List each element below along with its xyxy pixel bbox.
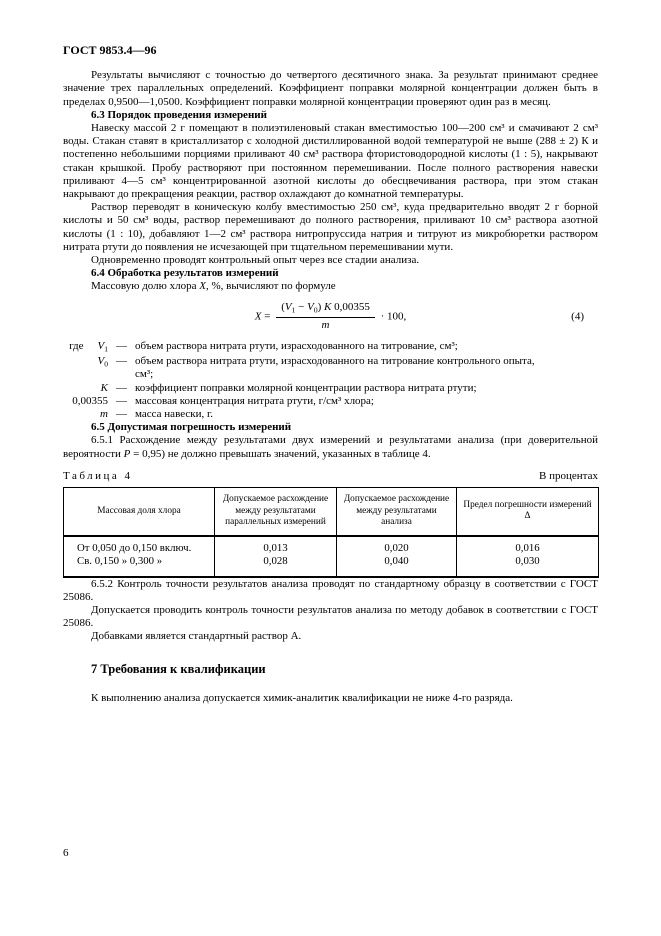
table-value: 0,013: [263, 541, 288, 554]
text-run: , %, вычисляют по формуле: [205, 280, 336, 293]
equals-sign: =: [264, 310, 271, 323]
table-row: От 0,050 до 0,150 включ.: [77, 541, 192, 554]
table-value: 0,020: [384, 541, 409, 554]
section-heading-6-3: 6.3 Порядок проведения измерений: [91, 108, 267, 121]
definition-text: масса навески, г.: [135, 408, 213, 421]
dash: —: [116, 394, 127, 407]
formula-lhs: X: [254, 310, 262, 323]
dash: —: [116, 339, 127, 352]
subscript: 1: [104, 344, 108, 354]
definition-term-group: [42, 382, 108, 395]
dash: —: [116, 381, 127, 394]
paragraph-6-4-intro: [63, 280, 598, 293]
text-run: −: [295, 300, 308, 313]
paragraph-6-3-1: Навеску массой 2 г помещают в полиэтиленовый стакан вместимостью 100—200 см³ и смачивают 2 см³ воды. Стакан ставят в кристаллизатор с холодной дистиллированной водой температурой не выше (288 ± 2) К и постепенно небольшими порциями приливают 40 см³ раствора фтористоводородной кислоты (1 : 5), накрывают стакан крышкой. Пробу растворяют при постоянном перемешивании. После полного растворения навески приливают 4—5 см³ концентрированной азотной кислоты до обесцвечивания раствора, при этом стакан накрывают до прекращения реакции, раствор охлаждают до комнатной температуры.: [63, 122, 598, 201]
paragraph-6-5-1: [63, 434, 598, 460]
table-body-row: [64, 536, 599, 577]
definition-row: [42, 382, 598, 395]
definition-term-group: [42, 395, 108, 408]
paragraph-6-5-2: 6.5.2 Контроль точности результатов анализа проводят по стандартному образцу в соответствии с ГОСТ 25086.: [63, 577, 598, 603]
formula-denominator: m: [321, 319, 330, 332]
paragraph-6-5-4: Добавками является стандартный раствор А.: [91, 630, 302, 643]
text-run: объем раствора нитрата ртути, израсходованного на титрование контрольного опыта,: [135, 355, 535, 368]
definition-term-group: [42, 355, 108, 371]
variable-v1: V: [284, 300, 292, 313]
paragraph-6-5-3: Допускается проводить контроль точности результатов анализа по методу добавок в соответствии с ГОСТ 25086.: [63, 604, 598, 630]
section-heading-7: 7 Требования к квалификации: [91, 661, 266, 676]
table-value: 0,040: [384, 555, 409, 568]
definition-row: [42, 340, 598, 356]
variable-x: X: [199, 280, 206, 293]
page-number: 6: [63, 847, 69, 859]
table-cell-parallel: [215, 536, 337, 577]
column-header-analysis-discrepancy: Допускаемое расхождение между результатами анализа: [337, 488, 457, 536]
definition-text: объем раствора нитрата ртути, израсходованного на титрование, см³;: [135, 339, 458, 352]
table-value: 0,030: [515, 555, 540, 568]
definition-term-group: [42, 340, 108, 356]
column-header-parallel-discrepancy: Допускаемое расхождение между результатами параллельных измерений: [215, 488, 337, 536]
text-run: см³;: [135, 368, 154, 381]
definition-term: V: [97, 339, 105, 352]
formula: [63, 301, 598, 333]
column-header-mass-fraction: Массовая доля хлора: [64, 488, 215, 536]
definition-text: массовая концентрация нитрата ртути, г/см³ хлора;: [135, 394, 374, 407]
table-caption: [63, 470, 598, 483]
subscript: 1: [291, 305, 296, 315]
paragraph-6-3-2: Раствор переводят в коническую колбу вместимостью 250 см³, куда предварительно вводят 2 г борной кислоты и 50 см³ воды, раствор перемешивают до полного растворения, приливают 10 см³ раствора азотной кислоты (1 : 10), добавляют 1—2 см³ раствора нитропруссида натрия и титруют из микробюретки раствором нитрата ртути до появления не исчезающей при тщательном перемешивании мути.: [63, 201, 598, 253]
formula-fraction: [276, 301, 375, 333]
dash: —: [116, 355, 127, 368]
definition-term: V: [97, 355, 105, 368]
definition-text: [135, 355, 598, 381]
paragraph-7-1: К выполнению анализа допускается химик-аналитик квалификации не ниже 4-го разряда.: [91, 691, 513, 704]
paragraph-6-3-3: Одновременно проводят контрольный опыт через все стадии анализа.: [91, 254, 420, 267]
definition-lead: где: [69, 339, 84, 352]
column-header-error-limit: Предел погрешности измерений Δ: [457, 488, 599, 536]
table-value: 0,016: [515, 541, 540, 554]
section-heading-6-4: 6.4 Обработка результатов измерений: [91, 267, 279, 280]
text-run: ): [317, 300, 324, 313]
variable-k: K: [323, 300, 332, 313]
text-run: = 0,95) не должно превышать значений, указанных в таблице 4.: [130, 447, 431, 460]
definition-row: [42, 408, 598, 421]
formula-number: (4): [571, 310, 584, 323]
definitions-list: [42, 340, 598, 422]
definition-term: 0,00355: [72, 394, 108, 407]
definition-row: [42, 395, 598, 408]
multiplication-dot: ·: [380, 310, 387, 323]
section-heading-6-5: 6.5 Допустимая погрешность измерений: [91, 421, 292, 434]
table-cell-analysis: [337, 536, 457, 577]
definition-term: K: [100, 381, 108, 394]
variable-p: P: [123, 447, 131, 460]
text-run: 6.5.1 Расхождение между результатами двух измерений и результатами анализа (при доверительной вероятности: [63, 434, 598, 460]
subscript: 0: [313, 305, 318, 315]
dash: —: [116, 408, 127, 421]
paragraph-intro: Результаты вычисляют с точностью до четвертого десятичного знака. За результат принимают среднее значение трех параллельных определений. Коэффициент поправки молярной концентрации должен быть в пределах 0,9500—1,0500. Коэффициент поправки молярной концентрации проверяют один раз в месяц.: [63, 69, 598, 108]
definition-term-group: [42, 408, 108, 421]
text-run: (: [281, 300, 285, 313]
definition-row: [42, 355, 598, 381]
limits-table: [63, 487, 599, 578]
definition-term: m: [100, 408, 108, 421]
standard-number: ГОСТ 9853.4—96: [63, 43, 157, 57]
table-cell-ranges: [64, 536, 215, 577]
table-cell-error: [457, 536, 599, 577]
definition-text: коэффициент поправки молярной концентрации раствора нитрата ртути;: [135, 381, 477, 394]
variable-v0: V: [307, 300, 314, 313]
table-row: Св. 0,150 » 0,300 »: [77, 555, 163, 568]
text-run: Массовую долю хлора: [91, 280, 200, 293]
table-value: 0,028: [263, 555, 288, 568]
table-label: Таблица 4: [63, 469, 133, 482]
formula-factor: 100,: [387, 310, 407, 323]
table-units: В процентах: [539, 469, 598, 482]
table-header-row: [64, 488, 599, 536]
text-run: 0,00355: [331, 300, 370, 313]
subscript: 0: [104, 359, 108, 369]
formula-numerator: [276, 301, 375, 319]
